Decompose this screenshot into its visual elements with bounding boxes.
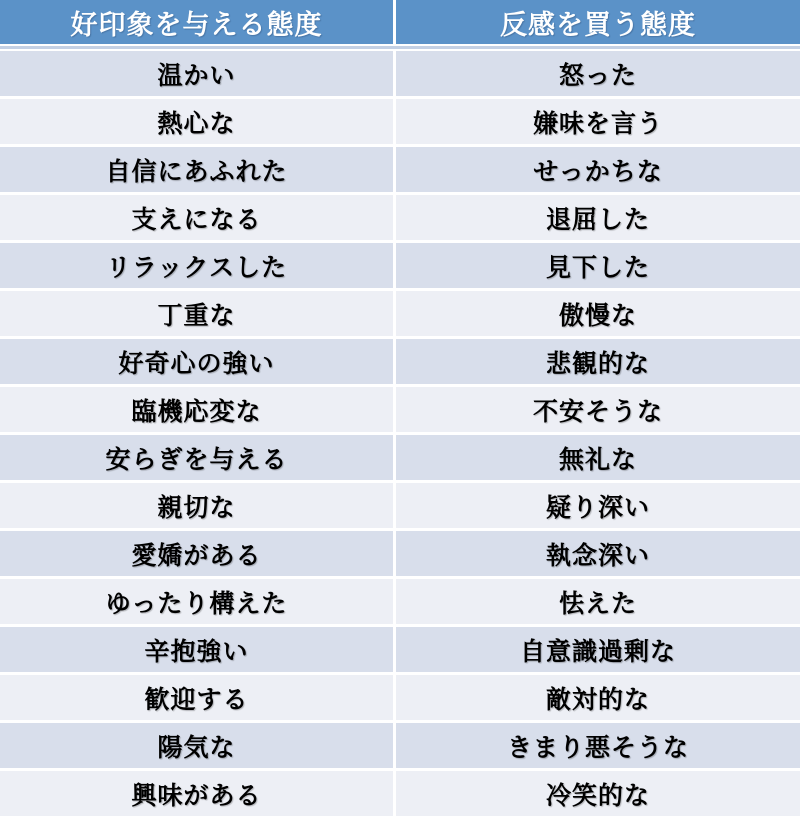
table-row <box>0 51 800 96</box>
table-cell-right: 傲慢な <box>396 291 800 336</box>
table-cell-left: 温かい <box>0 51 393 96</box>
table-cell-left: ゆったり構えた <box>0 579 393 624</box>
table-cell-right: 自意識過剰な <box>396 627 800 672</box>
table-row <box>0 243 800 288</box>
table-cell-right: 敵対的な <box>396 675 800 720</box>
table-cell-right: 嫌味を言う <box>396 99 800 144</box>
table-row <box>0 99 800 144</box>
table-cell-left: 辛抱強い <box>0 627 393 672</box>
table-row <box>0 195 800 240</box>
table-row <box>0 435 800 480</box>
table-cell-left: 親切な <box>0 483 393 528</box>
table-row <box>0 723 800 768</box>
table-cell-right: 無礼な <box>396 435 800 480</box>
table-row <box>0 531 800 576</box>
table-cell-right: 冷笑的な <box>396 771 800 816</box>
table-cell-left: 熱心な <box>0 99 393 144</box>
table-row <box>0 579 800 624</box>
table-row <box>0 387 800 432</box>
table-row <box>0 291 800 336</box>
table-cell-left: 自信にあふれた <box>0 147 393 192</box>
table-row <box>0 675 800 720</box>
table-cell-left: 好奇心の強い <box>0 339 393 384</box>
table-row <box>0 339 800 384</box>
table-row <box>0 483 800 528</box>
table-cell-left: 興味がある <box>0 771 393 816</box>
column-header-positive: 好印象を与える態度 <box>0 0 393 44</box>
table-cell-left: 陽気な <box>0 723 393 768</box>
table-row <box>0 771 800 816</box>
column-header-negative: 反感を買う態度 <box>396 0 800 44</box>
table-cell-left: 歓迎する <box>0 675 393 720</box>
table-cell-right: きまり悪そうな <box>396 723 800 768</box>
table-cell-right: 疑り深い <box>396 483 800 528</box>
table-cell-right: 執念深い <box>396 531 800 576</box>
table-cell-right: 悲観的な <box>396 339 800 384</box>
table-body <box>0 51 800 816</box>
table-cell-right: 退屈した <box>396 195 800 240</box>
table-row <box>0 627 800 672</box>
table-cell-right: せっかちな <box>396 147 800 192</box>
table-cell-right: 見下した <box>396 243 800 288</box>
table-cell-left: 支えになる <box>0 195 393 240</box>
table-cell-left: 臨機応変な <box>0 387 393 432</box>
header-accent-stripe <box>0 46 800 49</box>
table-cell-right: 怯えた <box>396 579 800 624</box>
table-header-row <box>0 0 800 44</box>
table-cell-left: 愛嬌がある <box>0 531 393 576</box>
table-cell-left: 丁重な <box>0 291 393 336</box>
table-cell-right: 怒った <box>396 51 800 96</box>
table-cell-left: リラックスした <box>0 243 393 288</box>
table-cell-left: 安らぎを与える <box>0 435 393 480</box>
table-row <box>0 147 800 192</box>
table-cell-right: 不安そうな <box>396 387 800 432</box>
